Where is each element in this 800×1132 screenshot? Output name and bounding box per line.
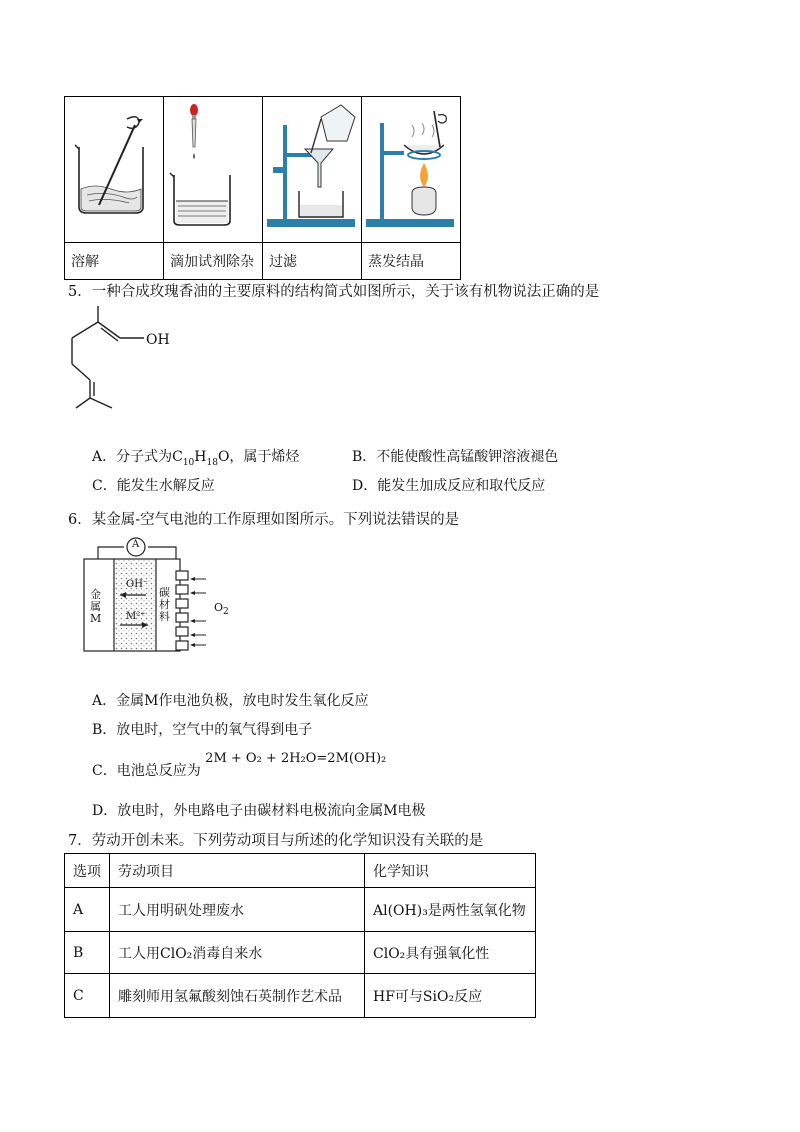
- q6-option-c: [92, 751, 387, 780]
- q5-option-a: [92, 446, 299, 468]
- q5-option-d: D．能发生加成反应和取代反应: [352, 478, 546, 494]
- battery-diagram: [80, 537, 240, 657]
- oh-label: OH: [146, 332, 170, 348]
- q7-row-a-knowledge: Al(OH)₃是两性氢氧化物: [365, 888, 536, 932]
- geraniol-structure: [60, 300, 200, 420]
- hydroxide-label: OH⁻: [126, 579, 149, 590]
- q7-row-c-task: 雕刻师用氢氟酸刻蚀石英制作艺术品: [110, 974, 365, 1018]
- oxygen-subscript: 2: [223, 607, 229, 618]
- filter-stand-icon: [263, 97, 361, 238]
- table-row: [65, 974, 536, 1018]
- oxygen-symbol: O: [214, 601, 224, 614]
- dropper-beaker-icon: [164, 97, 262, 238]
- q6-option-a: A．金属M作电池负极，放电时发生氧化反应: [92, 693, 369, 709]
- q7-stem: 7．劳动开创未来。下列劳动项目与所述的化学知识没有关联的是: [68, 833, 484, 849]
- filtration-figure: [263, 97, 362, 243]
- table-row: [65, 888, 536, 932]
- q7-row-a-option: A: [65, 888, 110, 932]
- q5-option-a-sub2: 18: [206, 457, 218, 468]
- caption-dissolve: 溶解: [65, 243, 164, 280]
- oxygen-label: [214, 601, 229, 617]
- lab-operations-table: [64, 96, 461, 280]
- q7-row-c-knowledge: HF可与SiO₂反应: [365, 974, 536, 1018]
- dissolve-figure: [65, 97, 164, 243]
- q5-option-b: B．不能使酸性高锰酸钾溶液褪色: [352, 449, 559, 465]
- dropper-figure: [164, 97, 263, 243]
- caption-add-reagent: 滴加试剂除杂: [164, 243, 263, 280]
- carbon-label: 碳材料: [159, 586, 170, 623]
- q5-option-a-mid: H: [194, 449, 207, 465]
- q5-option-a-sub1: 10: [182, 457, 195, 468]
- q7-row-c-option: C: [65, 974, 110, 1018]
- q7-row-b-knowledge: ClO₂具有强氧化性: [365, 932, 536, 974]
- q5-option-a-pre: A．分子式为C: [92, 449, 183, 465]
- q6-option-b: B．放电时，空气中的氧气得到电子: [92, 722, 313, 738]
- battery-equation: 2M + O₂ + 2H₂O=2M(OH)₂: [205, 751, 387, 766]
- q7-header-option: 选项: [65, 854, 110, 888]
- caption-filter: 过滤: [263, 243, 362, 280]
- caption-evaporate: 蒸发结晶: [362, 243, 461, 280]
- q5-option-a-post: O，属于烯烃: [217, 449, 300, 465]
- metal-label: 金属M: [90, 588, 102, 625]
- q6-option-d: D．放电时，外电路电子由碳材料电极流向金属M电极: [92, 803, 426, 819]
- q7-row-a-task: 工人用明矾处理废水: [110, 888, 365, 932]
- q7-row-b-task: 工人用ClO₂消毒自来水: [110, 932, 365, 974]
- beaker-stirring-icon: [65, 97, 163, 238]
- q6-stem: 6．某金属-空气电池的工作原理如图所示。下列说法错误的是: [68, 512, 460, 528]
- q7-header-knowledge: 化学知识: [365, 854, 536, 888]
- cation-label: M²⁺: [126, 611, 146, 622]
- table-row: [65, 932, 536, 974]
- q7-table: [64, 853, 536, 1018]
- q7-row-b-option: B: [65, 932, 110, 974]
- q5-stem: 5．一种合成玫瑰香油的主要原料的结构简式如图所示，关于该有机物说法正确的是: [68, 284, 600, 300]
- ammeter-label: A: [132, 539, 140, 550]
- q6-option-c-pre: C．电池总反应为: [92, 763, 201, 779]
- evaporation-stand-icon: [362, 97, 460, 238]
- evaporation-figure: [362, 97, 461, 243]
- q7-header-task: 劳动项目: [110, 854, 365, 888]
- q5-option-c: C．能发生水解反应: [92, 478, 215, 494]
